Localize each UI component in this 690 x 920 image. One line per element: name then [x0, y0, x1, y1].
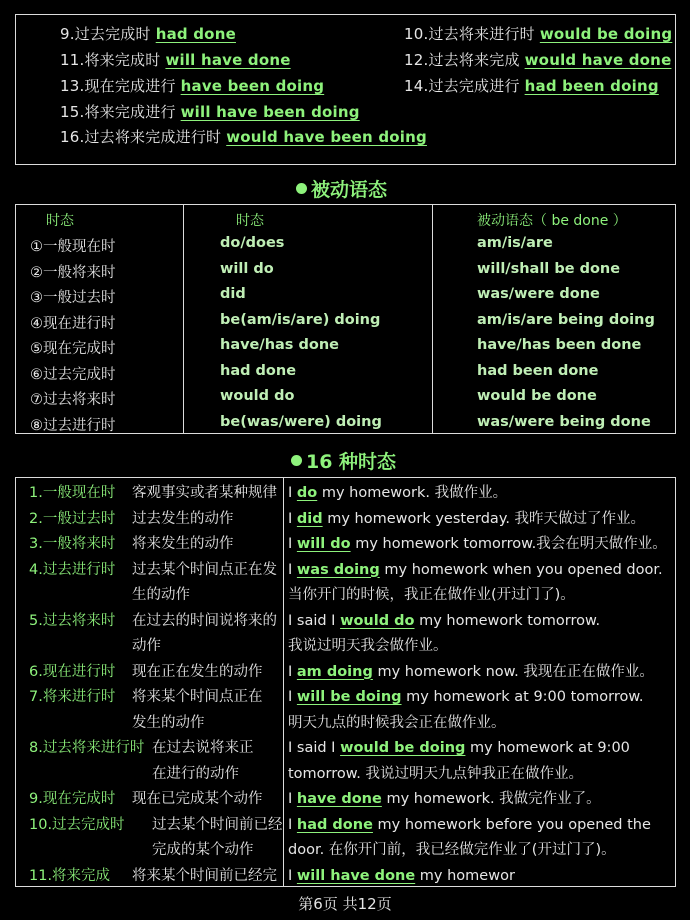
tense-description: 过去某个时间点正在发 [132, 561, 277, 578]
passive-row-tense: ②一般将来时 [30, 264, 116, 281]
tense-list-label: 12.过去将来完成 [404, 51, 525, 69]
example-post: my homework when you opened door. [379, 561, 663, 578]
passive-row-tense: ⑦过去将来时 [30, 392, 116, 408]
tense-example [288, 762, 583, 788]
passive-row-active-form: be(was/were) doing [220, 413, 382, 430]
passive-row-passive-form: am/is/are [477, 235, 553, 251]
tense-name: 7.将来进行时 [29, 689, 116, 705]
sixteen-tenses-table [15, 477, 676, 887]
example-pre: tomorrow. 我说过明天九点钟我正在做作业。 [288, 765, 584, 782]
passive-row-tense: ③一般过去时 [30, 290, 116, 306]
tense-name: 1.一般现在时 [29, 485, 116, 501]
tense-list-form: would be doing [539, 25, 673, 43]
example-pre: I [288, 689, 297, 705]
tense-example [288, 634, 448, 660]
example-pre: 当你开门的时候，我正在做作业(开过门了)。 [288, 587, 575, 603]
tense-list-item [60, 23, 236, 44]
tense-description: 动作 [132, 638, 161, 654]
tense-list-item [60, 126, 427, 147]
tense-example [288, 583, 575, 609]
tense-example [288, 660, 654, 686]
example-kw: had done [296, 816, 373, 833]
example-post: my homework yesterday. 我昨天做过了作业。 [322, 510, 646, 527]
passive-row-active-form: do/does [220, 235, 285, 251]
tense-name: 5.过去将来时 [29, 612, 116, 629]
passive-row-active-form: would do [220, 388, 295, 404]
passive-row-active-form: had done [220, 362, 297, 379]
tense-description: 现在已完成某个动作 [132, 791, 263, 807]
passive-row-passive-form: was/were being done [477, 413, 651, 430]
header-tense: 时态 [46, 213, 74, 229]
tense-description: 发生的动作 [132, 714, 205, 731]
page-footer: 第6页 共12页 [298, 895, 392, 913]
example-kw: am doing [296, 663, 373, 680]
header-passive: 被动语态（ be done ） [477, 213, 627, 229]
example-post: my homework. 我做完作业了。 [381, 791, 601, 807]
example-post: my homework tomorrow.我会在明天做作业。 [350, 536, 667, 552]
tense-example [288, 609, 600, 635]
tense-list-item [404, 49, 671, 70]
passive-voice-table [15, 204, 676, 434]
tense-list-form: will have done [165, 51, 291, 69]
example-post: my homework before you opened the [372, 816, 651, 833]
example-kw: will do [296, 536, 351, 552]
passive-row-tense: ⑧过去进行时 [30, 417, 116, 434]
example-kw: will have done [296, 867, 416, 884]
column-divider [432, 205, 433, 433]
tense-list-label: 9.过去完成时 [60, 25, 156, 43]
column-divider [183, 205, 184, 433]
example-pre: door. 在你开门前，我已经做完作业了(开过门了)。 [288, 842, 616, 858]
bullet-dot-icon [291, 455, 302, 466]
example-pre: 明天九点的时候我会正在做作业。 [288, 714, 506, 731]
example-kw: do [296, 485, 318, 501]
tense-name: 4.过去进行时 [29, 561, 116, 578]
tense-list-label: 14.过去完成进行 [404, 77, 525, 95]
tense-description: 完成的某个动作 [152, 842, 254, 858]
tense-description: 在过去说将来正 [152, 740, 254, 756]
example-kw: was doing [296, 561, 380, 578]
tense-list-form: will have been doing [180, 103, 360, 121]
tense-description: 生的动作 [132, 587, 190, 603]
tense-example [288, 507, 645, 533]
passive-row-tense: ⑥过去完成时 [30, 366, 116, 383]
passive-row-passive-form: was/were done [477, 286, 600, 302]
passive-row-tense: ④现在进行时 [30, 315, 116, 332]
example-pre: I said I [288, 612, 341, 629]
tense-list-label: 13.现在完成进行 [60, 77, 181, 95]
passive-row-active-form: be(am/is/are) doing [220, 311, 381, 328]
passive-row-passive-form: have/has been done [477, 337, 642, 353]
tense-description: 客观事实或者某种规律 [132, 485, 277, 501]
tense-name: 11.将来完成 [29, 867, 111, 884]
tense-name: 10.过去完成时 [29, 816, 125, 833]
passive-row-tense: ①一般现在时 [30, 239, 116, 255]
example-kw: would be doing [340, 740, 466, 756]
passive-row-active-form: have/has done [220, 337, 339, 353]
passive-row-passive-form: had been done [477, 362, 599, 379]
example-post: my homewor [415, 867, 515, 884]
tense-list-form: had been doing [524, 77, 659, 95]
tense-list-box [15, 14, 676, 165]
tense-list-item [60, 101, 360, 122]
tense-description: 在进行的动作 [152, 765, 239, 782]
tense-list-label: 11.将来完成时 [60, 51, 166, 69]
tense-description: 在过去的时间说将来的 [132, 612, 277, 629]
example-post: my homework at 9:00 tomorrow. [401, 689, 644, 705]
tense-name: 8.过去将来进行时 [29, 740, 145, 756]
tense-list-label: 15.将来完成进行 [60, 103, 181, 121]
example-pre: I [288, 816, 297, 833]
tense-description: 将来某个时间前已经完 [132, 867, 277, 884]
example-post: my homework at 9:00 [465, 740, 630, 756]
tense-name: 2.一般过去时 [29, 510, 116, 527]
example-kw: did [296, 510, 323, 527]
tense-description: 将来某个时间点正在 [132, 689, 263, 705]
tense-list-item [60, 75, 324, 96]
example-pre: I [288, 867, 297, 884]
tense-example [288, 813, 651, 839]
tense-list-item [404, 23, 672, 44]
passive-row-active-form: did [220, 286, 246, 302]
tense-description: 将来发生的动作 [132, 536, 234, 552]
tense-name: 6.现在进行时 [29, 663, 116, 680]
example-post: my homework tomorrow. [414, 612, 601, 629]
passive-row-tense: ⑤现在完成时 [30, 341, 116, 357]
tense-list-form: would have been doing [226, 128, 427, 146]
tense-list-label: 10.过去将来进行时 [404, 25, 540, 43]
tense-example [288, 736, 630, 762]
tense-example [288, 558, 663, 584]
tense-list-form: had done [155, 25, 236, 43]
tense-list-item [404, 75, 659, 96]
tense-description: 过去发生的动作 [132, 510, 234, 527]
example-post: my homework now. 我现在正在做作业。 [372, 663, 654, 680]
tense-list-form: have been doing [180, 77, 325, 95]
bullet-dot-icon [296, 183, 307, 194]
example-kw: will be doing [296, 689, 402, 705]
tense-example [288, 481, 507, 507]
example-post: my homework. 我做作业。 [317, 485, 508, 501]
tense-example [288, 685, 644, 711]
example-pre: I [288, 510, 297, 527]
tense-example [288, 711, 506, 737]
passive-row-passive-form: am/is/are being doing [477, 311, 655, 328]
tense-list-form: would have done [524, 51, 672, 69]
example-pre: I [288, 663, 297, 680]
header-tense-active: 时态 [236, 213, 264, 229]
tense-name: 9.现在完成时 [29, 791, 116, 807]
example-pre: I [288, 536, 297, 552]
tense-list-item [60, 49, 291, 70]
tenses-section-title: 16 种时态 [291, 447, 396, 474]
passive-row-passive-form: would be done [477, 388, 597, 404]
tense-example [288, 864, 515, 890]
tense-example [288, 787, 601, 813]
example-pre: 我说过明天我会做作业。 [288, 638, 448, 654]
example-pre: I [288, 561, 297, 578]
tense-description: 过去某个时间前已经 [152, 816, 283, 833]
example-pre: I [288, 485, 297, 501]
tense-example [288, 838, 616, 864]
example-pre: I said I [288, 740, 341, 756]
passive-row-active-form: will do [220, 260, 274, 277]
example-kw: have done [296, 791, 382, 807]
passive-section-title: 被动语态 [296, 175, 387, 202]
tense-name: 3.一般将来时 [29, 536, 116, 552]
passive-row-passive-form: will/shall be done [477, 260, 621, 277]
example-kw: would do [340, 612, 415, 629]
tense-example [288, 532, 667, 558]
tense-description: 现在正在发生的动作 [132, 663, 263, 680]
tense-list-label: 16.过去将来完成进行时 [60, 128, 227, 146]
column-divider [283, 478, 284, 886]
example-pre: I [288, 791, 297, 807]
